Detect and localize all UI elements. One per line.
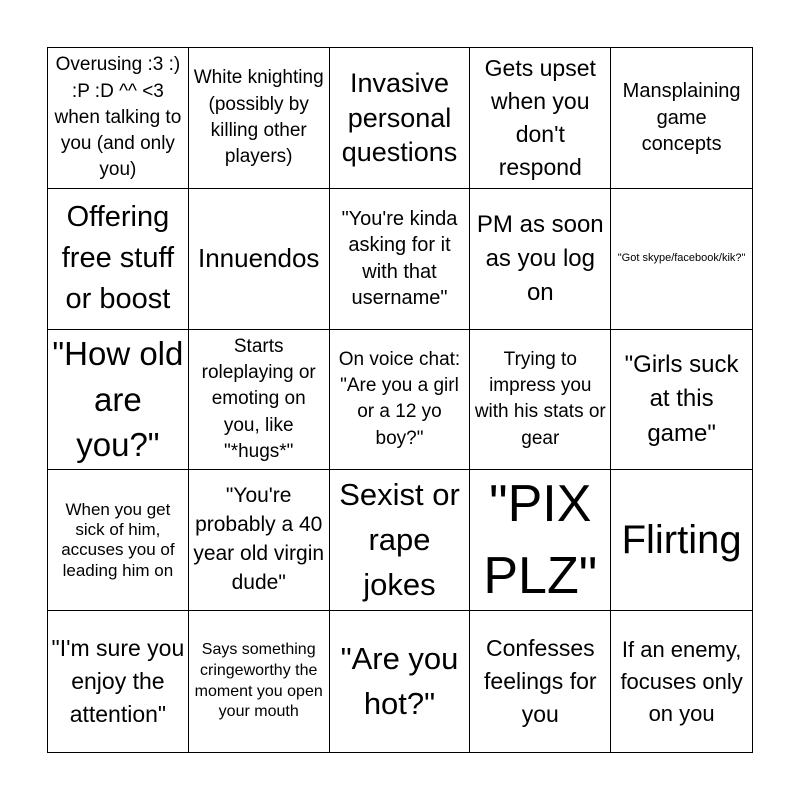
- bingo-cell[interactable]: White knighting (possibly by killing other players): [189, 48, 330, 189]
- bingo-cell[interactable]: "You're kinda asking for it with that username": [330, 189, 471, 330]
- bingo-cell[interactable]: Sexist or rape jokes: [330, 470, 471, 611]
- bingo-cell[interactable]: Trying to impress you with his stats or gear: [470, 330, 611, 471]
- bingo-cell[interactable]: Overusing :3 :) :P :D ^^ <3 when talking to you (and only you): [48, 48, 189, 189]
- bingo-cell[interactable]: Starts roleplaying or emoting on you, like "*hugs*": [189, 330, 330, 471]
- bingo-cell[interactable]: "I'm sure you enjoy the attention": [48, 611, 189, 752]
- bingo-cell[interactable]: If an enemy, focuses only on you: [620, 636, 743, 726]
- bingo-cell[interactable]: Innuendos: [189, 189, 330, 330]
- bingo-cell[interactable]: Confesses feelings for you: [470, 611, 611, 752]
- bingo-cell[interactable]: Offering free stuff or boost: [48, 189, 189, 330]
- bingo-cell[interactable]: "How old are you?": [48, 330, 189, 471]
- bingo-cell[interactable]: "You're probably a 40 year old virgin dude": [189, 470, 330, 611]
- bingo-cell[interactable]: Gets upset when you don't respond: [470, 48, 611, 189]
- bingo-cell[interactable]: On voice chat: "Are you a girl or a 12 yo boy?": [330, 330, 471, 471]
- bingo-cell[interactable]: Says something cringeworthy the moment you open your mouth: [189, 611, 330, 752]
- bingo-cell[interactable]: "PIX PLZ": [470, 470, 611, 611]
- bingo-cell[interactable]: "Got skype/facebook/kik?": [611, 189, 752, 330]
- bingo-cell[interactable]: Mansplaining game concepts: [611, 48, 752, 189]
- bingo-cell[interactable]: PM as soon as you log on: [470, 189, 611, 330]
- bingo-cell[interactable]: When you get sick of him, accuses you of leading him on: [48, 470, 189, 611]
- bingo-board: [47, 47, 753, 753]
- bingo-cell[interactable]: "Girls suck at this game": [611, 330, 752, 471]
- bingo-cell[interactable]: Invasive personal questions: [330, 48, 471, 189]
- bingo-cell[interactable]: "Are you hot?": [330, 611, 471, 752]
- bingo-cell[interactable]: Flirting: [611, 470, 752, 611]
